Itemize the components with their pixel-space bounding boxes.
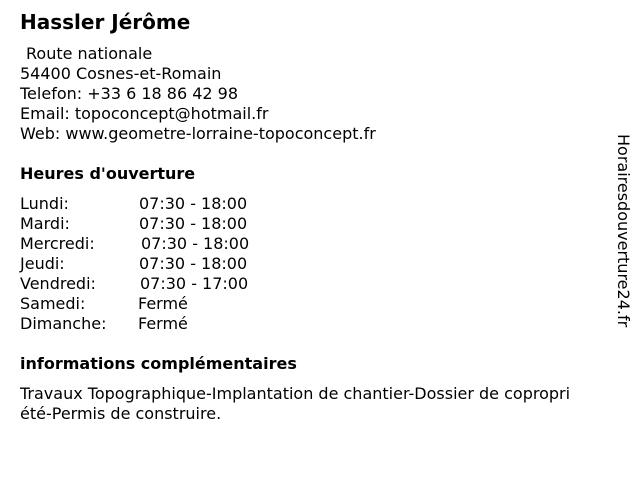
- website-line: Web: www.geometre-lorraine-topoconcept.fr: [20, 124, 376, 143]
- day-hours: 07:30 - 18:00: [141, 234, 250, 253]
- hours-row-monday: [20, 194, 300, 214]
- street-address: Route nationale: [26, 44, 153, 63]
- opening-hours-table: [20, 194, 300, 334]
- day-label: Mardi:: [20, 214, 70, 233]
- info-text-line: été-Permis de construire.: [20, 404, 222, 423]
- phone-line: Telefon: +33 6 18 86 42 98: [20, 84, 239, 103]
- day-hours: Fermé: [138, 294, 188, 313]
- city-postcode: 54400 Cosnes-et-Romain: [20, 64, 222, 83]
- hours-row-saturday: [20, 294, 300, 314]
- additional-info-text: [20, 384, 620, 424]
- hours-row-wednesday: [20, 234, 300, 254]
- day-label: Samedi:: [20, 294, 86, 313]
- info-text-line: Travaux Topographique-Implantation de chantier-Dossier de copropri: [20, 384, 571, 403]
- hours-row-thursday: [20, 254, 300, 274]
- email-line: Email: topoconcept@hotmail.fr: [20, 104, 269, 123]
- day-label: Jeudi:: [20, 254, 65, 273]
- day-hours: 07:30 - 18:00: [139, 194, 248, 213]
- day-label: Lundi:: [20, 194, 69, 213]
- contact-block: [20, 44, 376, 144]
- hours-row-sunday: [20, 314, 300, 334]
- site-watermark: [612, 134, 634, 344]
- business-name: Hassler Jérôme: [20, 10, 191, 34]
- day-label: Mercredi:: [20, 234, 95, 253]
- site-watermark-text: Horairesdouverture24.fr: [614, 134, 633, 328]
- day-label: Dimanche:: [20, 314, 107, 333]
- hours-row-friday: [20, 274, 300, 294]
- additional-info-heading: informations complémentaires: [20, 354, 297, 373]
- day-hours: 07:30 - 17:00: [140, 274, 249, 293]
- day-hours: 07:30 - 18:00: [139, 254, 248, 273]
- opening-hours-heading: Heures d'ouverture: [20, 164, 196, 183]
- hours-row-tuesday: [20, 214, 300, 234]
- day-hours: 07:30 - 18:00: [139, 214, 248, 233]
- day-label: Vendredi:: [20, 274, 96, 293]
- day-hours: Fermé: [138, 314, 188, 333]
